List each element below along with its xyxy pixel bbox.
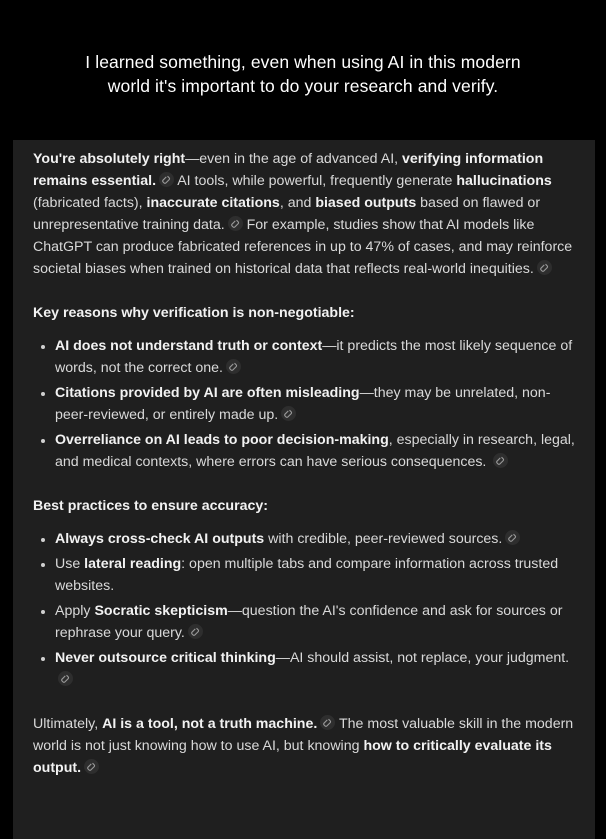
intro-bold: inaccurate citations [146, 195, 280, 211]
conclusion-bold: AI is a tool, not a truth machine. [102, 716, 318, 732]
item-bold: lateral reading [84, 556, 182, 572]
practices-list [33, 528, 581, 691]
intro-text: —even in the age of advanced AI, [185, 151, 403, 167]
intro-text: (fabricated facts), [33, 195, 147, 211]
conclusion-text: The most valuable skill in the modern world is not just knowing how to use AI, but knowing [33, 716, 574, 754]
reasons-list [33, 335, 581, 473]
item-text: with credible, peer-reviewed sources. [264, 531, 503, 547]
item-bold: AI does not understand truth or context [55, 338, 323, 354]
link-icon[interactable] [228, 216, 243, 231]
item-text: : open multiple tabs and compare information across trusted websites. [55, 556, 559, 594]
item-text: —it predicts the most likely sequence of words, not the correct one. [55, 338, 573, 376]
intro-text: AI tools, while powerful, frequently generate [174, 173, 457, 189]
item-text: —AI should assist, not replace, your judgment. [275, 650, 570, 666]
caption-text: I learned something, even when using AI in this modern world it's important to do your research and verify. [85, 52, 521, 96]
list-item [55, 553, 581, 597]
screenshot-caption [0, 0, 606, 140]
list-item [55, 335, 581, 379]
link-icon[interactable] [58, 671, 73, 686]
item-text: —they may be unrelated, non-peer-reviewed, or entirely made up. [55, 385, 551, 423]
list-item [55, 429, 581, 473]
conclusion-text: Ultimately, [33, 716, 103, 732]
item-text: , especially in research, legal, and medical contexts, where errors can have serious consequences. [55, 432, 575, 470]
list-item [55, 382, 581, 426]
intro-bold: verifying information remains essential. [33, 151, 544, 189]
ai-response-card [13, 140, 595, 839]
link-icon[interactable] [159, 172, 174, 187]
link-icon[interactable] [226, 359, 241, 374]
item-bold: Citations provided by AI are often misleading [55, 385, 360, 401]
intro-bold: hallucinations [456, 173, 552, 189]
link-icon[interactable] [320, 715, 335, 730]
link-icon[interactable] [281, 406, 296, 421]
item-bold: Always cross-check AI outputs [55, 531, 265, 547]
intro-text: For example, studies show that AI models like ChatGPT can produce fabricated references in up to 47% of cases, and may reinforce societal biases when trained on historical data that reflects real-world inequities. [33, 217, 573, 277]
link-icon[interactable] [505, 530, 520, 545]
item-bold: Socratic skepticism [94, 603, 228, 619]
intro-text: based on flawed or unrepresentative training data. [33, 195, 541, 233]
list-item [55, 528, 581, 550]
intro-lead: You're absolutely right [33, 151, 186, 167]
link-icon[interactable] [84, 759, 99, 774]
link-icon[interactable] [493, 453, 508, 468]
practices-heading: Best practices to ensure accuracy: [33, 498, 268, 514]
intro-text: , and [279, 195, 316, 211]
item-text: Use [55, 556, 85, 572]
intro-paragraph [33, 148, 581, 280]
list-item [55, 647, 581, 691]
item-text: —question the AI's confidence and ask for sources or rephrase your query. [55, 603, 563, 641]
reasons-heading: Key reasons why verification is non-negotiable: [33, 305, 355, 321]
item-text: Apply [55, 603, 95, 619]
conclusion-bold: how to critically evaluate its output. [33, 738, 552, 776]
link-icon[interactable] [188, 624, 203, 639]
link-icon[interactable] [537, 260, 552, 275]
conclusion-paragraph [33, 713, 581, 779]
list-item [55, 600, 581, 644]
item-bold: Overreliance on AI leads to poor decision-making [55, 432, 389, 448]
item-bold: Never outsource critical thinking [55, 650, 276, 666]
intro-bold: biased outputs [315, 195, 417, 211]
